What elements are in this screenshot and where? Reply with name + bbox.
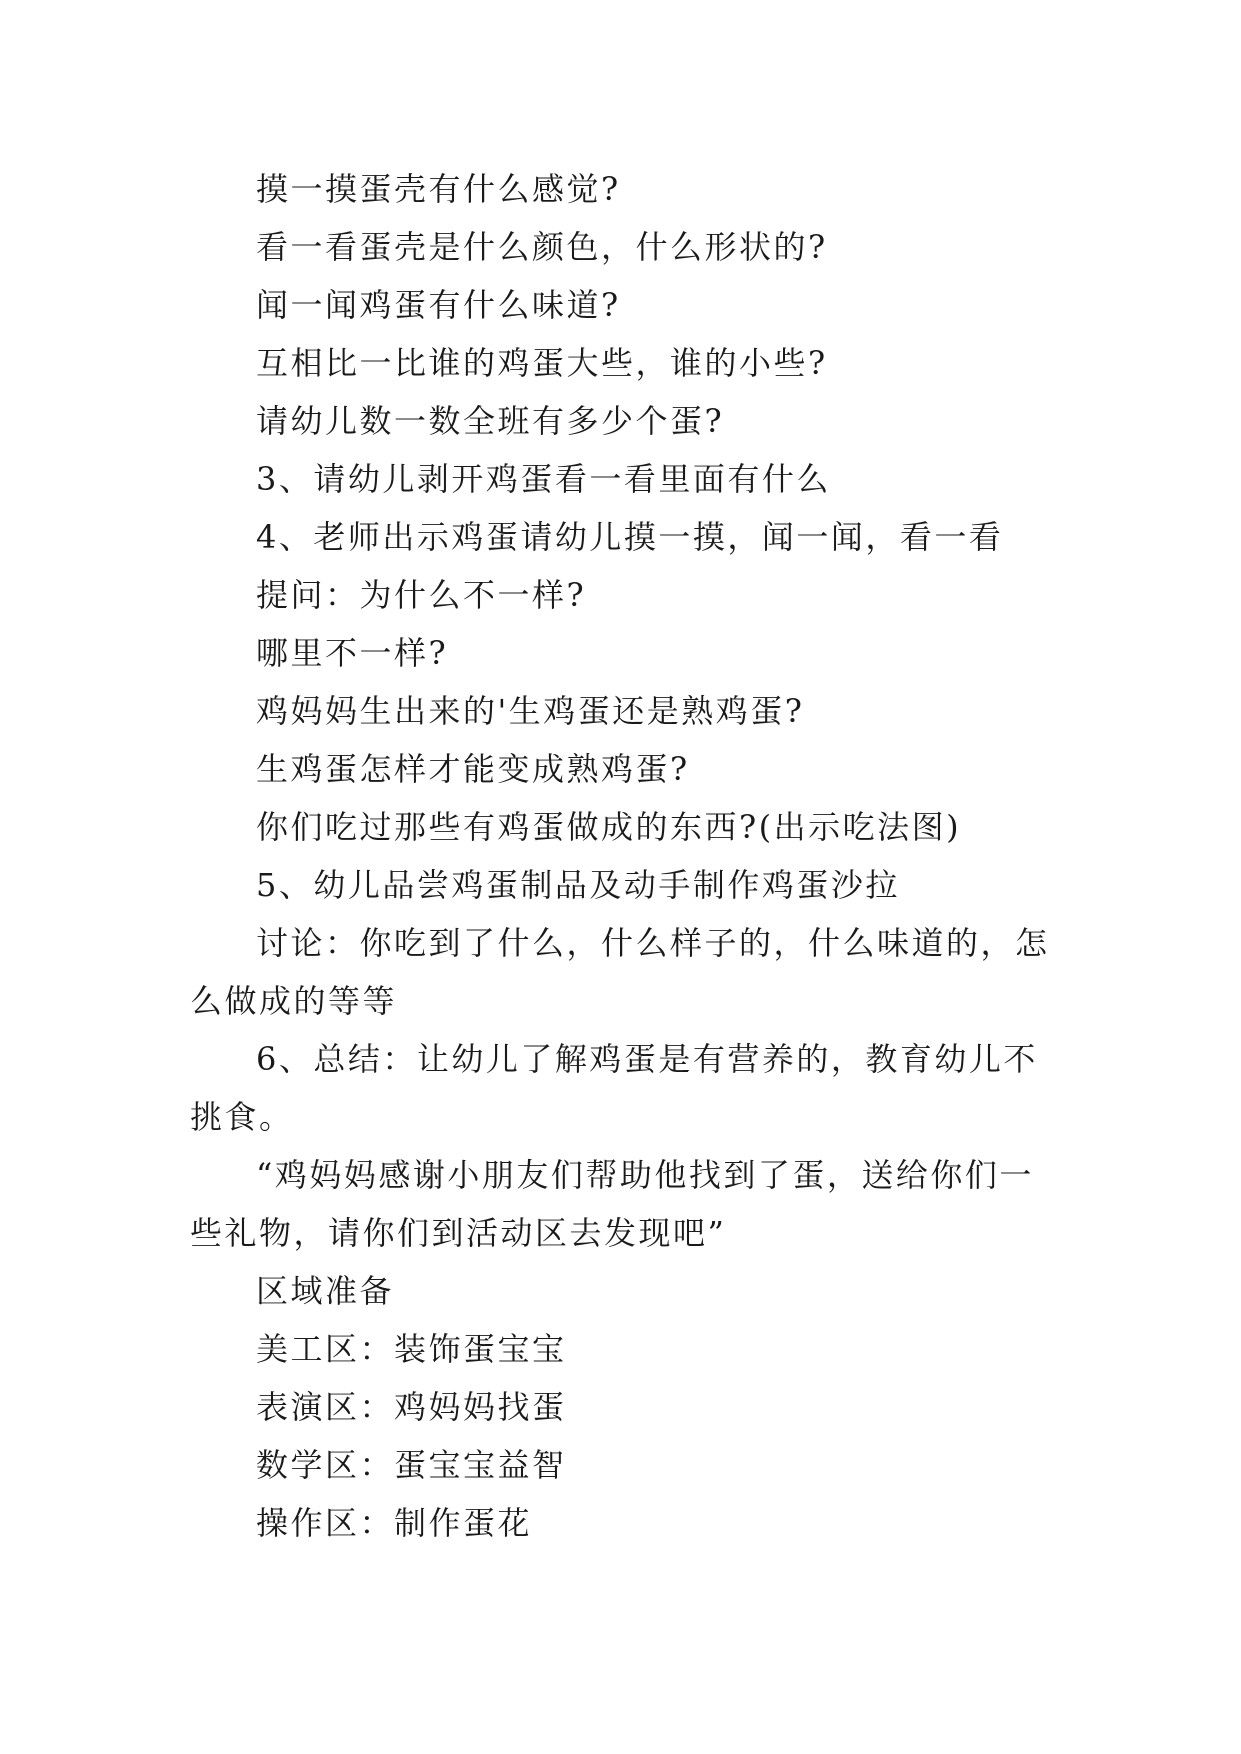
paragraph-area-art: 美工区：装饰蛋宝宝 bbox=[256, 1330, 567, 1368]
paragraph-question-raw-or-cooked: 鸡妈妈生出来的'生鸡蛋还是熟鸡蛋? bbox=[256, 692, 805, 730]
paragraph-quote: “鸡妈妈感谢小朋友们帮助他找到了蛋，送给你们一些礼物，请你们到活动区去发现吧” bbox=[190, 1156, 1034, 1252]
paragraph-question-where: 哪里不一样? bbox=[256, 634, 449, 672]
paragraph-question-how-cook: 生鸡蛋怎样才能变成熟鸡蛋? bbox=[256, 750, 690, 788]
paragraph-step-3: 3、请幼儿剥开鸡蛋看一看里面有什么 bbox=[256, 460, 831, 498]
paragraph-step-5: 5、幼儿品尝鸡蛋制品及动手制作鸡蛋沙拉 bbox=[256, 866, 900, 904]
paragraph-discussion: 讨论：你吃到了什么，什么样子的，什么味道的，怎么做成的等等 bbox=[190, 924, 1050, 1020]
document-body bbox=[190, 160, 1052, 1552]
paragraph-question-why: 提问：为什么不一样? bbox=[256, 576, 587, 614]
paragraph-question-look: 看一看蛋壳是什么颜色，什么形状的? bbox=[256, 228, 828, 266]
paragraph-question-compare: 互相比一比谁的鸡蛋大些，谁的小些? bbox=[256, 344, 828, 382]
paragraph-area-math: 数学区：蛋宝宝益智 bbox=[256, 1446, 567, 1484]
paragraph-question-eaten: 你们吃过那些有鸡蛋做成的东西?(出示吃法图) bbox=[256, 808, 962, 846]
paragraph-step-6: 6、总结：让幼儿了解鸡蛋是有营养的，教育幼儿不挑食。 bbox=[190, 1040, 1038, 1136]
paragraph-area-heading: 区域准备 bbox=[256, 1272, 395, 1310]
paragraph-step-4: 4、老师出示鸡蛋请幼儿摸一摸，闻一闻，看一看 bbox=[256, 518, 1004, 556]
paragraph-area-performance: 表演区：鸡妈妈找蛋 bbox=[256, 1388, 567, 1426]
paragraph-area-operation: 操作区：制作蛋花 bbox=[256, 1504, 533, 1542]
paragraph-question-touch: 摸一摸蛋壳有什么感觉? bbox=[256, 170, 621, 208]
paragraph-question-count: 请幼儿数一数全班有多少个蛋? bbox=[256, 402, 725, 440]
paragraph-question-smell: 闻一闻鸡蛋有什么味道? bbox=[256, 286, 621, 324]
